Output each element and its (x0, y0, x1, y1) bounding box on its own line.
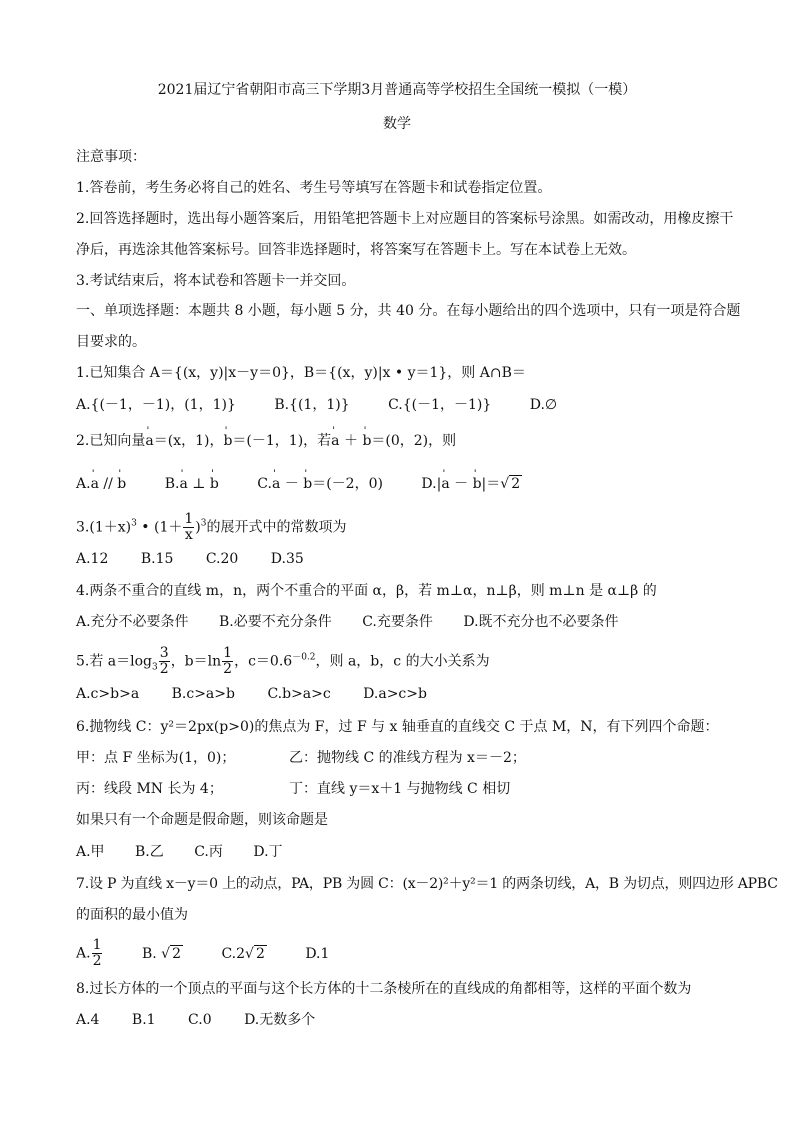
q8-option-b: B.1 (131, 1012, 156, 1028)
q6-question: 如果只有一个命题是假命题，则该命题是 (76, 812, 328, 828)
log-base: 3 (152, 662, 158, 673)
q4-option-c: C.充要条件 (362, 614, 433, 630)
denominator: x (184, 527, 193, 543)
subject-title: 数学 (383, 116, 411, 132)
vector-a: ˈ a (145, 431, 153, 451)
q6-option-d: D.丁 (253, 844, 283, 860)
q3-stem (76, 512, 346, 543)
q6-options (76, 842, 309, 862)
q6-option-c: C.丙 (194, 844, 223, 860)
q5-text: ，则 a，b，c 的大小关系为 (315, 653, 490, 670)
notice-heading: 注意事项： (76, 149, 146, 165)
q5-option-d: D.a>c>b (363, 686, 427, 702)
q4-options (76, 612, 645, 632)
proposition-bing: 丙：线段 MN 长为 4； (76, 781, 223, 797)
q6-propositions-2 (76, 779, 510, 799)
q7-stem: 7.设 P 为直线 x－y＝0 上的动点，PA，PB 为圆 C：(x－2)²＋y²＝1 的两条切线，A，B 为切点，则四边形 APBC (76, 876, 778, 892)
denominator: 2 (223, 661, 233, 677)
proposition-ding: 丁：直线 y＝x＋1 与抛物线 C 相切 (289, 781, 511, 797)
q2-option-label: A. (76, 476, 91, 492)
q2-symbol: ⊥ (187, 476, 210, 492)
q2-option-b (165, 474, 219, 494)
q2-symbol: － (449, 476, 473, 492)
q8-option-d: D.无数多个 (244, 1012, 316, 1028)
q2-option-value: |＝ (481, 476, 501, 492)
q7-option-label: A. (76, 945, 91, 962)
q4-option-a: A.充分不必要条件 (76, 614, 189, 630)
q3-options (76, 549, 332, 569)
radical-sign: √ (500, 476, 510, 492)
vector-a: ˈ a (272, 474, 280, 494)
q8-option-a: A.4 (76, 1012, 100, 1028)
q7-option-b (142, 944, 183, 964)
q2-option-c (257, 474, 383, 494)
proposition-yi: 乙：抛物线 C 的准线方程为 x＝－2； (289, 750, 526, 766)
notice-item-2-cont: 净后，再选涂其他答案标号。回答非选择题时，将答案写在答题卡上。写在本试卷上无效。 (76, 242, 636, 258)
vector-a: ˈ a (331, 431, 339, 451)
vector-b: ˈ b (303, 474, 312, 494)
section-heading: 一、单项选择题：本题共 8 小题，每小题 5 分，共 40 分。在每小题给出的四个选项中，只有一项是符合题 (76, 303, 741, 319)
radical-sign: √ (161, 945, 171, 962)
q2-text: ＝(x，1)， (153, 433, 224, 449)
q8-options (76, 1010, 343, 1030)
vector-b: ˈ b (223, 431, 232, 451)
q3-option-d: D.35 (270, 551, 304, 567)
denominator: 2 (92, 953, 102, 969)
q6-option-b: B.乙 (135, 844, 164, 860)
q2-stem (76, 431, 456, 451)
q2-option-label: B. (164, 476, 180, 492)
q7-options (76, 938, 363, 969)
vector-b: ˈ b (362, 431, 371, 451)
radicand: 2 (255, 945, 265, 962)
q6-stem: 6.抛物线 C：y²＝2px(p>0)的焦点为 F，过 F 与 x 轴垂直的直线交 C 于点 M，N，有下列四个命题： (76, 719, 719, 735)
fraction (183, 512, 194, 543)
q7-option-d: D.1 (305, 945, 330, 962)
fraction (159, 646, 170, 677)
vector-b: ˈ b (473, 474, 482, 494)
numerator: 1 (184, 511, 194, 527)
q2-option-label: C. (257, 476, 272, 492)
q6-option-a: A.甲 (76, 844, 105, 860)
q2-symbol: // (98, 476, 118, 492)
notice-item-2: 2.回答选择题时，选出每小题答案后，用铅笔把答题卡上对应题目的答案标号涂黑。如需改动，用橡皮擦干 (76, 211, 734, 227)
q2-option-value: ＝(－2，0) (312, 476, 383, 492)
numerator: 1 (223, 645, 233, 661)
q5-options (76, 684, 455, 704)
q5-option-a: A.c>b>a (76, 686, 140, 702)
exponent: －0.2 (292, 652, 316, 663)
q7-option-a (76, 938, 103, 969)
q7-option-label: C.2 (221, 945, 246, 962)
radicand: 2 (172, 945, 181, 962)
q2-text: ＝(0，2)，则 (371, 433, 457, 449)
q1-option-b: B.{(1，1)} (274, 397, 350, 413)
section-heading-cont: 目要求的。 (76, 334, 146, 350)
radicand: 2 (511, 476, 521, 492)
q7-stem-cont: 的面积的最小值为 (76, 907, 188, 923)
fraction (92, 938, 103, 969)
q5-option-c: C.b>a>c (267, 686, 331, 702)
q5-option-b: B.c>a>b (171, 686, 235, 702)
denominator: 2 (159, 661, 169, 677)
q1-stem: 1.已知集合 A＝{(x，y)|x－y＝0}，B＝{(x，y)|x • y＝1}，则 A∩B＝ (76, 365, 526, 381)
q5-text: ，b＝ln (170, 653, 222, 670)
q8-option-c: C.0 (188, 1012, 212, 1028)
q5-text: 5.若 a＝log (76, 653, 153, 670)
proposition-jia: 甲：点 F 坐标为(1，0)； (76, 750, 236, 766)
q2-option-a (76, 474, 126, 494)
notice-item-3: 3.考试结束后，将本试卷和答题卡一并交回。 (76, 273, 356, 289)
q1-option-a: A.{(－1，－1)，(1，1)} (76, 397, 236, 413)
q3-text: 的展开式中的常数项为 (206, 519, 347, 536)
exponent: 3 (131, 518, 137, 529)
q2-options (76, 474, 556, 494)
q4-option-b: B.必要不充分条件 (219, 614, 332, 630)
q2-text: 2.已知向量 (76, 433, 146, 449)
q7-option-label: B. (141, 945, 157, 962)
numerator: 1 (92, 937, 102, 953)
numerator: 3 (159, 645, 169, 661)
radical-sign: √ (245, 945, 254, 962)
q2-symbol: － (280, 476, 304, 492)
q3-text: • (1＋ (136, 519, 183, 536)
q7-option-c (221, 944, 266, 964)
q5-text: ，c＝0.6 (234, 653, 293, 670)
q2-text: ＋ (339, 433, 363, 449)
exponent: 3 (200, 518, 207, 529)
q3-text: 3.(1＋x) (76, 519, 132, 536)
q2-option-label: D.| (421, 476, 442, 492)
q1-option-c: C.{(－1，－1)} (388, 397, 492, 413)
vector-b: ˈ b (210, 474, 219, 494)
q6-propositions-1 (76, 748, 526, 768)
vector-a: ˈ a (91, 474, 99, 494)
exam-title: 2021届辽宁省朝阳市高三下学期3月普通高等学校招生全国统一模拟（一模） (157, 82, 637, 98)
q8-stem: 8.过长方体的一个顶点的平面与这个长方体的十二条棱所在的直线成的角都相等，这样的平面个数为 (76, 981, 692, 997)
q3-text: ) (195, 519, 201, 536)
q2-option-d (421, 474, 522, 494)
fraction (222, 646, 233, 677)
q1-option-d: D.∅ (529, 397, 558, 413)
q3-option-c: C.20 (205, 551, 239, 567)
vector-b: ˈ b (117, 474, 126, 494)
q1-options (76, 395, 591, 415)
vector-a: ˈ a (179, 474, 187, 494)
q3-option-b: B.15 (140, 551, 174, 567)
q4-option-d: D.既不充分也不必要条件 (463, 614, 619, 630)
notice-item-1: 1.答卷前，考生务必将自己的姓名、考生号等填写在答题卡和试卷指定位置。 (76, 180, 552, 196)
q5-stem (76, 646, 490, 677)
q4-stem: 4.两条不重合的直线 m，n，两个不重合的平面 α，β，若 m⊥α，n⊥β，则 m⊥n 是 α⊥β 的 (76, 583, 657, 599)
vector-a: ˈ a (441, 474, 449, 494)
q3-option-a: A.12 (76, 551, 109, 567)
q2-text: ＝(－1，1)，若 (232, 433, 332, 449)
